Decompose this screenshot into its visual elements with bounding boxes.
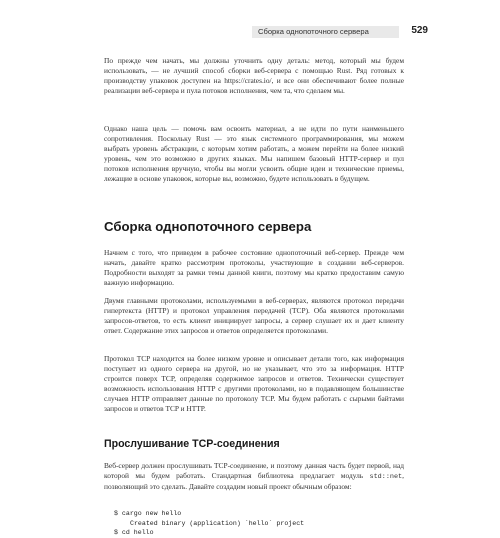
paragraph-tcp: Протокол TCP находится на более низком уровне и описывает детали того, как информация поступает из одного сервера на другой, но не указывает, что это за информация. HTTP строится поверх TCP, определяя содержимое запросов и ответов. Технически существует возможность использования HTTP с другими протоколами, но в подавляющем большинстве случаев HTTP отправляет данные по протоколу TCP. Мы будем работать с сырыми байтами запросов и ответов TCP и HTTP. <box>104 354 404 414</box>
code-line: $ cargo new hello <box>114 510 182 517</box>
paragraph-goal: Однако наша цель — помочь вам освоить материал, а не идти по пути наименьшего сопротивления. Поскольку Rust — это язык системного программирования, мы можем выбрать уровень абстракции, с которым хотим работать, а можем перейти на более низкий уровень, чем это возможно в других языках. Мы напишем базовый HTTP-сервер и пул потоков исполнения вручную, чтобы вы могли усвоить общие идеи и технические приемы, лежащие в основе упаковок, которые вы, возможно, будете использовать в будущем. <box>104 124 404 184</box>
paragraph-intro-caveat: По прежде чем начать, мы должны уточнить одну деталь: метод, который мы будем использовать, — не лучший способ сборки веб-сервера с помощью Rust. Ряд готовых к производству упаковок доступен на https://crates.io/, и все они обеспечивают более полные реализации веб-сервера и пула потоков исполнения, чем та, что сделаем мы. <box>104 56 404 96</box>
inline-code: std::net <box>369 473 403 482</box>
running-header: Сборка однопоточного сервера <box>252 26 399 38</box>
paragraph-start: Начнем с того, что приведем в рабочее состояние однопоточный веб-сервер. Прежде чем начать, давайте кратко рассмотрим протоколы, участвующие в создании веб-серверов. Подробности выходят за рамки темы данной книги, поэтому мы кратко предоставим самую важную информацию. <box>104 248 404 288</box>
section-heading: Сборка однопоточного сервера <box>104 219 312 234</box>
subsection-heading: Прослушивание TCP-соединения <box>104 438 280 450</box>
code-block <box>114 509 404 538</box>
code-line: $ cd hello <box>114 529 154 536</box>
paragraph-protocols: Двумя главными протоколами, используемыми в веб-серверах, являются протокол передачи гипертекста (HTTP) и протокол управления передачей (TCP). Оба являются протоколами запросов-ответов, то есть клиент инициирует запросы, а сервер слушает их и дает клиенту ответ. Содержание этих запросов и ответов определяется протоколами. <box>104 296 404 336</box>
page-number: 529 <box>411 25 428 36</box>
paragraph-listen-text-b: , позволяющий это сделать. Давайте создадим новый проект обычным образом: <box>104 471 404 492</box>
code-line: Created binary (application) `hello` project <box>130 519 305 527</box>
page-body <box>104 56 404 538</box>
paragraph-listen <box>104 461 404 501</box>
paragraph-listen-text-a: Веб-сервер должен прослушивать TCP-соединение, и поэтому данная часть будет первой, над которой мы будем работать. Стандартная библиотека предлагает модуль <box>104 461 404 481</box>
